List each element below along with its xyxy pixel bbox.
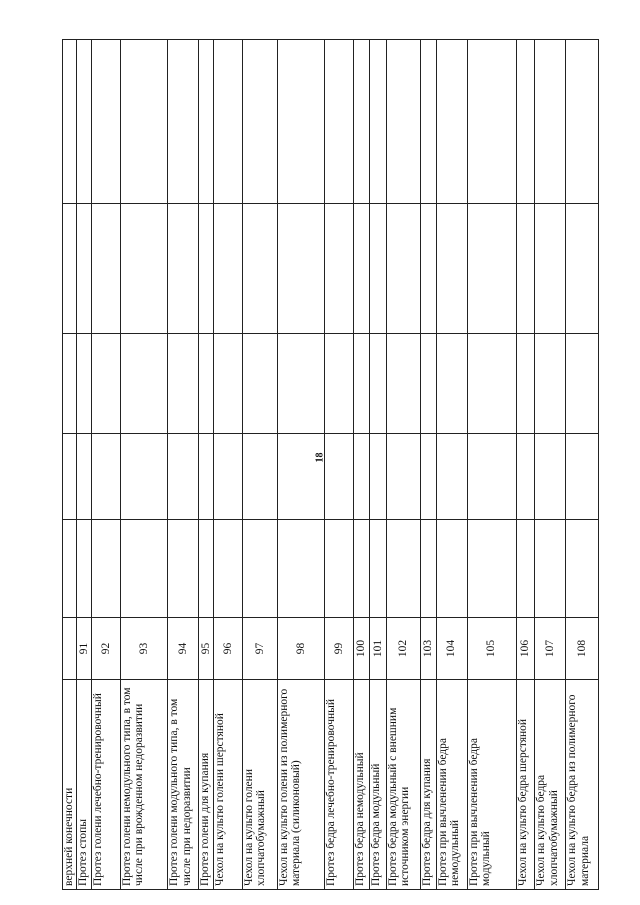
- empty-cell: [214, 40, 243, 204]
- empty-cell: [76, 434, 91, 520]
- empty-cell: [353, 434, 369, 520]
- empty-cell: [120, 334, 167, 434]
- item-name: Протез при вычленении бедра немодульный: [436, 680, 467, 890]
- rotated-table-container: [62, 40, 599, 890]
- empty-cell: [467, 334, 516, 434]
- empty-cell: [353, 334, 369, 434]
- empty-cell: [386, 520, 421, 618]
- item-code: 106: [516, 618, 534, 680]
- table-row: [120, 40, 167, 890]
- empty-cell: [370, 520, 386, 618]
- empty-cell: [168, 520, 199, 618]
- table-row: [421, 40, 436, 890]
- table-row: [198, 40, 213, 890]
- item-code: 95: [198, 618, 213, 680]
- item-name: Протез бедра модульный: [370, 680, 386, 890]
- table-row: [63, 40, 77, 890]
- empty-cell: [516, 520, 534, 618]
- table-row: [535, 40, 566, 890]
- empty-cell: [535, 204, 566, 334]
- item-name: Чехол на культю голени хлопчатобумажный: [242, 680, 277, 890]
- item-name: Протез при вычленении бедра модульный: [467, 680, 516, 890]
- empty-cell: [277, 434, 324, 520]
- empty-cell: [516, 204, 534, 334]
- empty-cell: [242, 520, 277, 618]
- item-code: 91: [76, 618, 91, 680]
- empty-cell: [120, 204, 167, 334]
- empty-cell: [467, 204, 516, 334]
- empty-cell: [214, 520, 243, 618]
- item-code: 99: [325, 618, 354, 680]
- empty-cell: [353, 520, 369, 618]
- item-code: 92: [92, 618, 121, 680]
- table-row: [436, 40, 467, 890]
- item-code: 98: [277, 618, 324, 680]
- table-row: [370, 40, 386, 890]
- empty-cell: [325, 40, 354, 204]
- item-code: 108: [566, 618, 599, 680]
- item-code: 103: [421, 618, 436, 680]
- empty-cell: [421, 204, 436, 334]
- table-row: [386, 40, 421, 890]
- item-code: 101: [370, 618, 386, 680]
- empty-cell: [242, 40, 277, 204]
- empty-cell: [386, 40, 421, 204]
- empty-cell: [386, 334, 421, 434]
- empty-cell: [467, 520, 516, 618]
- empty-cell: [198, 204, 213, 334]
- table-row: [325, 40, 354, 890]
- item-code: 94: [168, 618, 199, 680]
- empty-cell: [535, 434, 566, 520]
- item-name: верхней конечности: [63, 680, 77, 890]
- empty-cell: [516, 334, 534, 434]
- empty-cell: [92, 334, 121, 434]
- empty-cell: [325, 204, 354, 334]
- empty-cell: [566, 520, 599, 618]
- item-name: Чехол на культю бедра хлопчатобумажный: [535, 680, 566, 890]
- empty-cell: [566, 204, 599, 334]
- item-code: 100: [353, 618, 369, 680]
- table-row: [242, 40, 277, 890]
- empty-cell: [63, 434, 77, 520]
- empty-cell: [277, 520, 324, 618]
- item-name: Протез бедра лечебно-тренировочный: [325, 680, 354, 890]
- empty-cell: [353, 204, 369, 334]
- empty-cell: [242, 434, 277, 520]
- empty-cell: [516, 434, 534, 520]
- empty-cell: [120, 40, 167, 204]
- item-code: 104: [436, 618, 467, 680]
- empty-cell: [120, 520, 167, 618]
- table-row: [214, 40, 243, 890]
- empty-cell: [168, 434, 199, 520]
- table-row: [467, 40, 516, 890]
- empty-cell: [370, 40, 386, 204]
- empty-cell: [168, 204, 199, 334]
- table-row: [76, 40, 91, 890]
- empty-cell: [168, 40, 199, 204]
- empty-cell: [198, 334, 213, 434]
- empty-cell: [63, 204, 77, 334]
- empty-cell: [516, 40, 534, 204]
- empty-cell: [76, 334, 91, 434]
- empty-cell: [198, 434, 213, 520]
- item-code: 93: [120, 618, 167, 680]
- item-name: Протез голени модульного типа, в том числе при недоразвитии: [168, 680, 199, 890]
- empty-cell: [436, 40, 467, 204]
- empty-cell: [92, 40, 121, 204]
- item-code: 96: [214, 618, 243, 680]
- table-row: [353, 40, 369, 890]
- item-name: Чехол на культю бедра из полимерного материала: [566, 680, 599, 890]
- empty-cell: [214, 204, 243, 334]
- empty-cell: [566, 334, 599, 434]
- empty-cell: [421, 334, 436, 434]
- empty-cell: [214, 434, 243, 520]
- item-name: Протез голени лечебно-тренировочный: [92, 680, 121, 890]
- empty-cell: [277, 40, 324, 204]
- empty-cell: [370, 334, 386, 434]
- item-code: 105: [467, 618, 516, 680]
- empty-cell: [436, 204, 467, 334]
- empty-cell: [198, 40, 213, 204]
- item-code: 97: [242, 618, 277, 680]
- item-name: Чехол на культю бедра шерстяной: [516, 680, 534, 890]
- empty-cell: [467, 434, 516, 520]
- empty-cell: [76, 204, 91, 334]
- item-name: Чехол на культю голени шерстяной: [214, 680, 243, 890]
- empty-cell: [242, 334, 277, 434]
- empty-cell: [353, 40, 369, 204]
- table-row: [516, 40, 534, 890]
- empty-cell: [76, 520, 91, 618]
- empty-cell: [467, 40, 516, 204]
- empty-cell: [242, 204, 277, 334]
- prosthesis-table: [62, 39, 599, 890]
- empty-cell: [63, 520, 77, 618]
- empty-cell: [325, 434, 354, 520]
- empty-cell: [92, 434, 121, 520]
- empty-cell: [436, 334, 467, 434]
- empty-cell: [421, 434, 436, 520]
- empty-cell: [421, 520, 436, 618]
- empty-cell: [76, 40, 91, 204]
- item-name: Протез бедра для купания: [421, 680, 436, 890]
- empty-cell: [63, 40, 77, 204]
- empty-cell: [214, 334, 243, 434]
- empty-cell: [421, 40, 436, 204]
- empty-cell: [535, 40, 566, 204]
- empty-cell: [277, 334, 324, 434]
- table-row: [277, 40, 324, 890]
- empty-cell: [436, 520, 467, 618]
- empty-cell: [325, 520, 354, 618]
- item-code: 107: [535, 618, 566, 680]
- item-name: Протез голени для купания: [198, 680, 213, 890]
- empty-cell: [535, 520, 566, 618]
- table-row: [168, 40, 199, 890]
- empty-cell: [168, 334, 199, 434]
- empty-cell: [386, 204, 421, 334]
- item-code: 102: [386, 618, 421, 680]
- table-row: [566, 40, 599, 890]
- empty-cell: [566, 434, 599, 520]
- empty-cell: [198, 520, 213, 618]
- empty-cell: [370, 204, 386, 334]
- item-name: Протез бедра модульный с внешним источником энергии: [386, 680, 421, 890]
- empty-cell: [386, 434, 421, 520]
- empty-cell: [436, 434, 467, 520]
- empty-cell: [370, 434, 386, 520]
- empty-cell: [92, 204, 121, 334]
- empty-cell: [120, 434, 167, 520]
- empty-cell: [566, 40, 599, 204]
- page-number: 18: [314, 452, 326, 463]
- empty-cell: [325, 334, 354, 434]
- empty-cell: [63, 334, 77, 434]
- empty-cell: [535, 334, 566, 434]
- item-name: Чехол на культю голени из полимерного материала (силиконовый): [277, 680, 324, 890]
- empty-cell: [92, 520, 121, 618]
- item-code: [63, 618, 77, 680]
- empty-cell: [277, 204, 324, 334]
- item-name: Протез голени немодульного типа, в том числе при врожденном недоразвитии: [120, 680, 167, 890]
- item-name: Протез стопы: [76, 680, 91, 890]
- item-name: Протез бедра немодульный: [353, 680, 369, 890]
- table-row: [92, 40, 121, 890]
